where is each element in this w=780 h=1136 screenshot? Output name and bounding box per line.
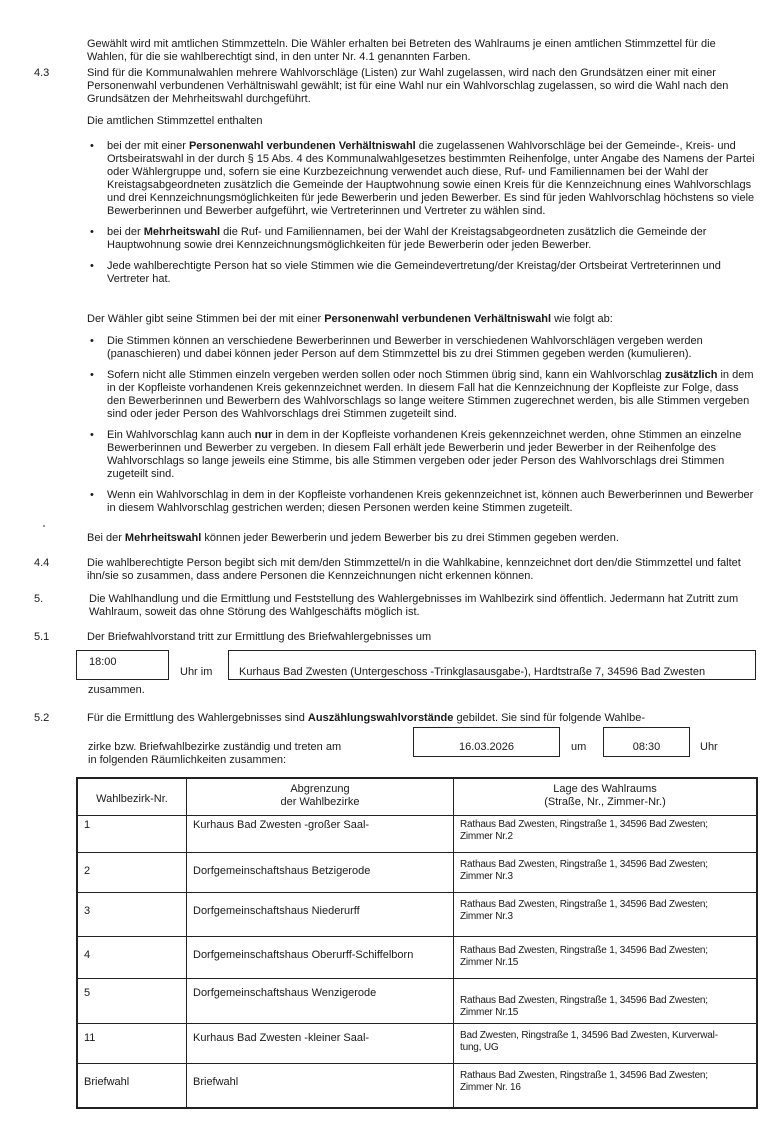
voting-rules-list xyxy=(87,335,757,521)
scan-speck xyxy=(43,525,45,527)
briefwahl-time-field[interactable]: 18:00 xyxy=(76,650,169,680)
section-4-4-text: Die wahlberechtigte Person begibt sich mit dem/den Stimmzettel/n in die Wahlkabine, kennzeichnet dort den/die Stimmzettel und faltet ihn/sie so zusammen, dass andere Personen die Kennzeichnungen nicht erkennen können. xyxy=(87,557,741,582)
cell-area: Kurhaus Bad Zwesten -kleiner Saal- xyxy=(187,1024,454,1064)
section-5-1-text: Der Briefwahlvorstand tritt zur Ermittlung des Briefwahlergebnisses um xyxy=(87,631,432,643)
cell-location: Rathaus Bad Zwesten, Ringstraße 1, 34596 Bad Zwesten; Zimmer Nr.15 xyxy=(454,979,758,1024)
uhr-label: Uhr xyxy=(700,741,718,753)
cell-area: Dorfgemeinschaftshaus Wenzigerode xyxy=(187,979,454,1024)
cell-location: Rathaus Bad Zwesten, Ringstraße 1, 34596 Bad Zwesten; Zimmer Nr.15 xyxy=(454,937,758,979)
header-wahlbezirk-nr: Wahlbezirk-Nr. xyxy=(77,778,187,816)
ballot-contents-list xyxy=(87,140,757,292)
cell-area: Dorfgemeinschaftshaus Betzigerode xyxy=(187,853,454,893)
ballot-item: • bei der mit einer Personenwahl verbundenen Verhältniswahl die zugelassenen Wahlvorschläge bei der Gemeinde-, Kreis- und Ortsbeiratswahl in der durch § 15 Abs. 4 des Kommunalwahlgesetzes bestimmten Reihenfolge, unter Angabe des Namens der Partei oder Wählergruppe und, sofern sie eine Kurzbezeichnung verwendet auch diese, Ruf- und Familiennamen bei der Wahl der Kreistagsabgeordneten zusätzlich die Gemeinde der Hauptwohnung sowie einen Kreis für die Kennzeichnung eines Wahlvorschlags und drei Kennzeichnungsmöglichkeiten für jede Bewerberin und jeden Bewerber. Es sind für jeden Wahlvorschlag höchstens so viele Bewerberinnen und Bewerber aufgeführt, wie Vertreterinnen und Vertreter zu wählen sind. xyxy=(90,140,755,217)
ballot-item: • Jede wahlberechtigte Person hat so viele Stimmen wie die Gemeindevertretung/der Kreistag/der Ortsbeirat Vertreterinnen und Vertreter hat. xyxy=(90,260,721,285)
bullet-icon: • xyxy=(90,226,94,238)
table-row xyxy=(77,1024,757,1064)
cell-location: Rathaus Bad Zwesten, Ringstraße 1, 34596 Bad Zwesten; Zimmer Nr. 16 xyxy=(454,1064,758,1108)
counting-date-field[interactable]: 16.03.2026 xyxy=(413,727,560,757)
cell-area: Briefwahl xyxy=(187,1064,454,1108)
voting-item: • Sofern nicht alle Stimmen einzeln vergeben werden sollen oder noch Stimmen übrig sind, kann ein Wahlvorschlag zusätzlich in dem in der Kopfleiste vorhandenen Kreis gekennzeichnet werden. In diesem Fall hat die Kennzeichnung der Kopfleiste zur Folge, dass den Bewerberinnen und Bewerbern des Wahlvorschlags so lange weitere Stimmen zugerechnet werden, bis alle Stimmen vergeben sind oder jeder Person des Wahlvorschlags drei Stimmen zugeteilt sind. xyxy=(90,369,754,420)
majority-note: Bei der Mehrheitswahl können jeder Bewerberin und jedem Bewerber bis zu drei Stimmen gegeben werden. xyxy=(87,532,619,544)
voting-intro: Der Wähler gibt seine Stimmen bei der mit einer Personenwahl verbundenen Verhältniswahl wie folgt ab: xyxy=(87,313,613,325)
section-5-2-line3: in folgenden Räumlichkeiten zusammen: xyxy=(88,754,287,766)
cell-location: Rathaus Bad Zwesten, Ringstraße 1, 34596 Bad Zwesten; Zimmer Nr.3 xyxy=(454,853,758,893)
section-number-5-2: 5.2 xyxy=(34,712,50,724)
cell-area: Dorfgemeinschaftshaus Niederurff xyxy=(187,893,454,937)
voting-item: • Wenn ein Wahlvorschlag in dem in der Kopfleiste vorhandenen Kreis gekennzeichnet ist, können auch Bewerberinnen und Bewerber in diesem Wahlvorschlag gestrichen werden; diesen Personen werden keine Stimmen zugeteilt. xyxy=(90,489,754,514)
table-row xyxy=(77,816,757,853)
bullet-icon: • xyxy=(90,260,94,272)
voting-item: • Ein Wahlvorschlag kann auch nur in dem in der Kopfleiste vorhandenen Kreis gekennzeichnet werden, ohne Stimmen an einzelne Bewerberinnen und Bewerber zu vergeben. In diesem Fall erhält jede Bewerberin und jeder Bewerber in der Reihenfolge des Wahlvorschlags so lange jeweils eine Stimme, bis alle Stimmen vergeben oder jeder Person des Wahlvorschlags drei Stimmen zugeteilt sind. xyxy=(90,429,742,480)
bullet-icon: • xyxy=(90,429,94,441)
cell-area: Kurhaus Bad Zwesten -großer Saal- xyxy=(187,816,454,853)
cell-location: Bad Zwesten, Ringstraße 1, 34596 Bad Zwesten, Kurverwal- tung, UG xyxy=(454,1024,758,1064)
bullet-icon: • xyxy=(90,335,94,347)
section-5-2-line2: zirke bzw. Briefwahlbezirke zuständig und treten am xyxy=(88,741,342,753)
cell-area: Dorfgemeinschaftshaus Oberurff-Schiffelborn xyxy=(187,937,454,979)
section-number-5-1: 5.1 xyxy=(34,631,50,643)
cell-location: Rathaus Bad Zwesten, Ringstraße 1, 34596 Bad Zwesten; Zimmer Nr.3 xyxy=(454,893,758,937)
table-row xyxy=(77,937,757,979)
table-row xyxy=(77,853,757,893)
table-row xyxy=(77,1064,757,1108)
section-5-2-text: Für die Ermittlung des Wahlergebnisses sind Auszählungswahlvorstände gebildet. Sie sind für folgende Wahlbe- xyxy=(87,712,646,724)
cell-nr: 5 xyxy=(77,979,187,1024)
section-number-5: 5. xyxy=(34,593,44,605)
bullet-icon: • xyxy=(90,489,94,501)
closing-text: zusammen. xyxy=(88,684,145,696)
section-number-4-4: 4.4 xyxy=(34,557,50,569)
cell-nr: 3 xyxy=(77,893,187,937)
header-abgrenzung: Abgrenzung der Wahlbezirke xyxy=(187,778,454,816)
cell-nr: 2 xyxy=(77,853,187,893)
bullet-icon: • xyxy=(90,369,94,381)
section-number-4-3: 4.3 xyxy=(34,67,50,79)
um-label: um xyxy=(571,741,587,753)
voting-item: • Die Stimmen können an verschiedene Bewerberinnen und Bewerber in verschiedenen Wahlvorschlägen vergeben werden (panaschieren) und dabei können jeder Person auf dem Stimmzettel bis zu drei Stimmen gegeben werden (kumulieren). xyxy=(90,335,703,360)
section-5-text: Die Wahlhandlung und die Ermittlung und Feststellung des Wahlergebnisses im Wahlbezirk sind öffentlich. Jedermann hat Zutritt zum Wahlraum, soweit das ohne Störung des Wahlgeschäfts möglich ist. xyxy=(89,593,739,618)
counting-time-field[interactable]: 08:30 xyxy=(603,727,690,757)
briefwahl-location-field[interactable]: Kurhaus Bad Zwesten (Untergeschoss -Trinkglasausgabe-), Hardtstraße 7, 34596 Bad Zwesten xyxy=(228,650,756,680)
ballot-item: • bei der Mehrheitswahl die Ruf- und Familiennamen, bei der Wahl der Kreistagsabgeordneten zusätzlich die Gemeinde der Hauptwohnung sowie drei Kennzeichnungsmöglichkeiten für jede Bewerberin oder jeden Bewerber. xyxy=(90,226,707,251)
ballot-intro: Die amtlichen Stimmzettel enthalten xyxy=(87,115,263,127)
cell-nr: 11 xyxy=(77,1024,187,1064)
time-suffix-label: Uhr im xyxy=(180,666,213,678)
header-lage-wahlraum: Lage des Wahlraums (Straße, Nr., Zimmer-Nr.) xyxy=(454,778,758,816)
cell-nr: 1 xyxy=(77,816,187,853)
intro-paragraph: Gewählt wird mit amtlichen Stimmzetteln. Die Wähler erhalten bei Betreten des Wahlraums je einen amtlichen Stimmzettel für die Wahlen, für die sie wahlberechtigt sind, in den unter Nr. 4.1 genannten Farben. xyxy=(87,38,716,63)
bullet-icon: • xyxy=(90,140,94,152)
table-row xyxy=(77,979,757,1024)
cell-nr: Briefwahl xyxy=(77,1064,187,1108)
polling-districts-table xyxy=(76,777,758,1109)
cell-nr: 4 xyxy=(77,937,187,979)
cell-location: Rathaus Bad Zwesten, Ringstraße 1, 34596 Bad Zwesten; Zimmer Nr.2 xyxy=(454,816,758,853)
table-row xyxy=(77,893,757,937)
table-header-row xyxy=(77,778,757,816)
section-4-3-text: Sind für die Kommunalwahlen mehrere Wahlvorschläge (Listen) zur Wahl zugelassen, wird nach den Grundsätzen einer mit einer Personenwahl verbundenen Verhältniswahl gewählt; ist für eine Wahl nur ein Wahlvorschlag zugelassen, so wird die Wahl nach den Grundsätzen der Mehrheitswahl durchgeführt. xyxy=(87,67,729,105)
